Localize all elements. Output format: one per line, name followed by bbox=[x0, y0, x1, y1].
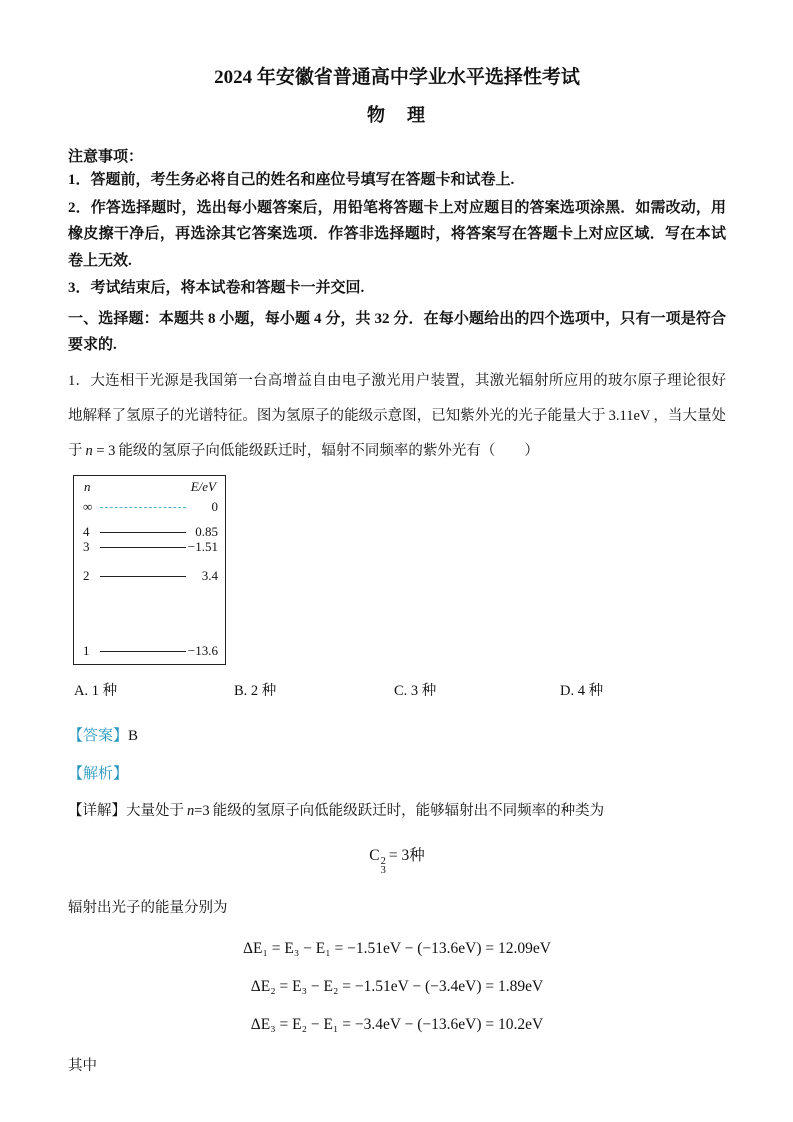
level-line bbox=[100, 576, 186, 577]
note-item-3: 3．考试结束后，将本试卷和答题卡一并交回. bbox=[68, 280, 365, 296]
level-number: 2 bbox=[83, 567, 90, 583]
option-c: C. 3 种 bbox=[394, 682, 437, 699]
level-energy-value: 3.4 bbox=[201, 567, 218, 583]
detail-text-end: 能级的氢原子向低能级跃迁时，能够辐射出不同频率的种类为 bbox=[212, 802, 605, 819]
level-line bbox=[100, 532, 186, 533]
n-equals-3 bbox=[86, 443, 116, 459]
level-number: 1 bbox=[83, 642, 90, 658]
level-number: 4 bbox=[83, 523, 90, 539]
question-1-text bbox=[68, 364, 726, 469]
level-line bbox=[100, 651, 186, 652]
page-content bbox=[68, 0, 726, 1075]
notes-heading: 注意事项： bbox=[68, 149, 144, 165]
level-line-dashed bbox=[100, 507, 186, 508]
energy-axis-label: E/eV bbox=[190, 478, 216, 494]
question-1-options bbox=[68, 679, 726, 700]
level-energy-value: 0.85 bbox=[195, 523, 218, 539]
level-energy-value: −1.51 bbox=[187, 538, 218, 554]
option-d: D. 4 种 bbox=[560, 682, 604, 699]
photon-energy-value: 3.11eV bbox=[608, 407, 651, 424]
comb-base: C bbox=[369, 846, 380, 864]
combination-expression bbox=[369, 846, 425, 876]
energy-level-diagram bbox=[73, 475, 226, 665]
note-item-1: 1．答题前，考生务必将自己的姓名和座位号填写在答题卡和试卷上. bbox=[68, 172, 515, 188]
level-number: ∞ bbox=[83, 498, 93, 514]
answer-value: B bbox=[128, 727, 139, 744]
detail-footer: 其中 bbox=[68, 1057, 97, 1074]
energy-equation-1: ΔE₁ = E₃ − E₁ = −1.51eV − (−13.6eV) = 12.09eV bbox=[243, 939, 551, 957]
detail-text-start: 大量处于 bbox=[126, 802, 184, 819]
exam-title: 2024 年安徽省普通高中学业水平选择性考试 bbox=[214, 67, 580, 88]
comb-result: = 3种 bbox=[388, 846, 425, 864]
analysis-line bbox=[68, 762, 726, 783]
section-heading: 一、选择题：本题共 8 小题，每小题 4 分，共 32 分．在每小题给出的四个选项中，只有一项是符合要求的. bbox=[68, 310, 726, 353]
n-value: =3 bbox=[194, 802, 210, 819]
level-number: 3 bbox=[83, 538, 90, 554]
combination-formula bbox=[68, 843, 726, 876]
detail-paragraph bbox=[68, 799, 726, 823]
answer-label: 【答案】 bbox=[68, 727, 129, 744]
exam-subject: 物 理 bbox=[367, 105, 427, 125]
question-1-text-start: 1．大连相干光源是我国第一台高增益自由电子激光用户装置，其激光辐射所应用的玻尔原子理论很好地解释了氢原子的光谱特征。图为氢原子的能级示意图，已知紫外光的光子能量大于 bbox=[68, 372, 726, 424]
energy-equation-3: ΔE₃ = E₂ − E₁ = −3.4eV − (−13.6eV) = 10.2eV bbox=[250, 1015, 544, 1033]
energy-equation-2: ΔE₂ = E₃ − E₂ = −1.51eV − (−3.4eV) = 1.89eV bbox=[250, 977, 544, 995]
energy-intro-text: 辐射出光子的能量分别为 bbox=[68, 899, 228, 916]
option-a: A. 1 种 bbox=[74, 682, 118, 699]
comb-subscript: 3 bbox=[380, 865, 386, 876]
detail-label: 【详解】 bbox=[68, 802, 126, 819]
answer-line bbox=[68, 724, 726, 745]
comb-superscript: 2 bbox=[380, 855, 386, 867]
question-1-text-end: 能级的氢原子向低能级跃迁时，辐射不同频率的紫外光有（ ） bbox=[118, 442, 539, 459]
level-line bbox=[100, 547, 186, 548]
level-energy-value: 0 bbox=[211, 498, 218, 514]
comb-scripts bbox=[381, 857, 386, 876]
option-b: B. 2 种 bbox=[234, 682, 277, 699]
analysis-label: 【解析】 bbox=[68, 765, 129, 782]
detail-n-equals-3 bbox=[187, 803, 210, 819]
n-variable: n bbox=[187, 802, 195, 819]
question-1-text-mid: ，当大量处于 bbox=[68, 407, 727, 459]
level-energy-value: −13.6 bbox=[187, 642, 218, 658]
n-value: = 3 bbox=[96, 442, 116, 459]
n-variable: n bbox=[85, 442, 93, 459]
n-axis-label: n bbox=[84, 478, 91, 494]
note-item-2: 2．作答选择题时，选出每小题答案后，用铅笔将答题卡上对应题目的答案选项涂黑．如需改动，用橡皮擦干净后，再选涂其它答案选项．作答非选择题时，将答案写在答题卡上对应区域．写在本试卷上无效. bbox=[68, 199, 726, 269]
